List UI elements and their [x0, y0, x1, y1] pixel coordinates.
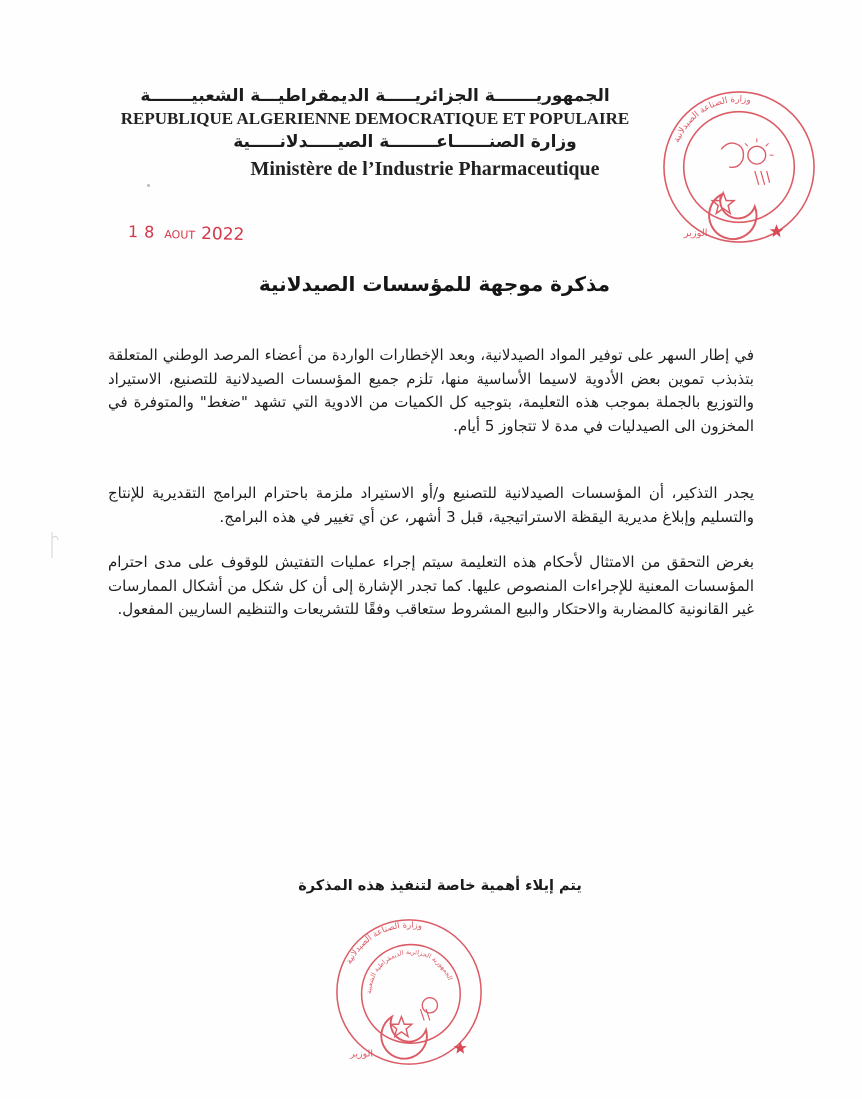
paragraph-2: يجدر التذكير، أن المؤسسات الصيدلانية للتصنيع و/أو الاستيراد ملزمة باحترام البرامج التقديرية للإنتاج والتسليم وإبلاغ مديرية اليقظة الاستراتيجية، قبل 3 أشهر، عن أي تغيير في هذه البرامج.	[108, 484, 754, 526]
letterhead-ministry-french: Ministère de l’Industrie Pharmaceutique	[250, 158, 600, 180]
letterhead-republic-french: REPUBLIQUE ALGERIENNE DEMOCRATIQUE ET POPULAIRE	[120, 109, 630, 128]
letterhead-republic-arabic: الجمهوريـــــــة الجزائريـــــة الديمقراطيـــة الشعبيـــــــة	[140, 86, 610, 106]
sun-icon	[422, 998, 437, 1013]
seal-inner-ring	[362, 945, 461, 1044]
seal-outer-text: وزارة الصناعة الصيدلانية	[671, 94, 752, 145]
closing-statement: يتم إيلاء أهمية خاصة لتنفيذ هذه المذكرة	[298, 878, 582, 894]
paragraph-1: في إطار السهر على توفير المواد الصيدلانية، وبعد الإخطارات الواردة من أعضاء المرصد الوطني المتعلقة بتذبذب تموين بعض الأدوية لاسيما الأساسية منها، تلزم جميع المؤسسات الصيدلانية للتصنيع، الاستيراد والتوزيع بالجملة بموجب هذه التعليمة، بتوجيه كل الكميات من الادوية التي تشهد "ضغط" والمتوفرة في المخزون الى الصيدليات في مدة لا تتجاوز 5 أيام.	[108, 346, 754, 435]
seal-inner-ring	[684, 112, 795, 223]
date-stamp-month: AOUT	[164, 227, 196, 242]
seal-inner-text: الجمهورية الجزائرية الديمقراطية الشعبية	[365, 948, 455, 995]
seal-outer-ring	[664, 92, 814, 242]
seal-star-icon	[454, 1041, 467, 1053]
seal-outer-text: وزارة الصناعة الصيدلانية	[344, 920, 423, 966]
document-body	[108, 344, 754, 644]
date-stamp-year: 2022	[200, 223, 245, 246]
letterhead-ministry-arabic: وزارة الصنــــــاعــــــــة الصيـــــدلانـــــية	[233, 132, 577, 152]
scan-speck	[147, 184, 150, 187]
official-seal-top	[660, 88, 818, 246]
sun-icon	[748, 146, 766, 164]
margin-pencil-mark	[48, 530, 60, 560]
paragraph-3: بغرض التحقق من الامتثال لأحكام هذه التعليمة سيتم إجراء عمليات التفتيش للوقوف على مدى احترام المؤسسات المعنية للإجراءات المنصوص عليها. كما تجدر الإشارة إلى أن كل شكل من أشكال الممارسات غير القانونية كالمضاربة والاحتكار والبيع المشروط ستعاقب وفقًا للتشريعات والتنظيم الساريين المفعول.	[108, 553, 754, 618]
date-stamp-day: 18	[127, 222, 161, 242]
letterhead	[120, 84, 630, 182]
seal-bottom-text: الوزير	[350, 1048, 374, 1060]
date-stamp	[128, 222, 245, 245]
document-title: مذكرة موجهة للمؤسسات الصيدلانية	[258, 272, 610, 296]
seal-bottom-text: الوزير	[683, 228, 708, 240]
official-seal-bottom	[333, 918, 485, 1066]
